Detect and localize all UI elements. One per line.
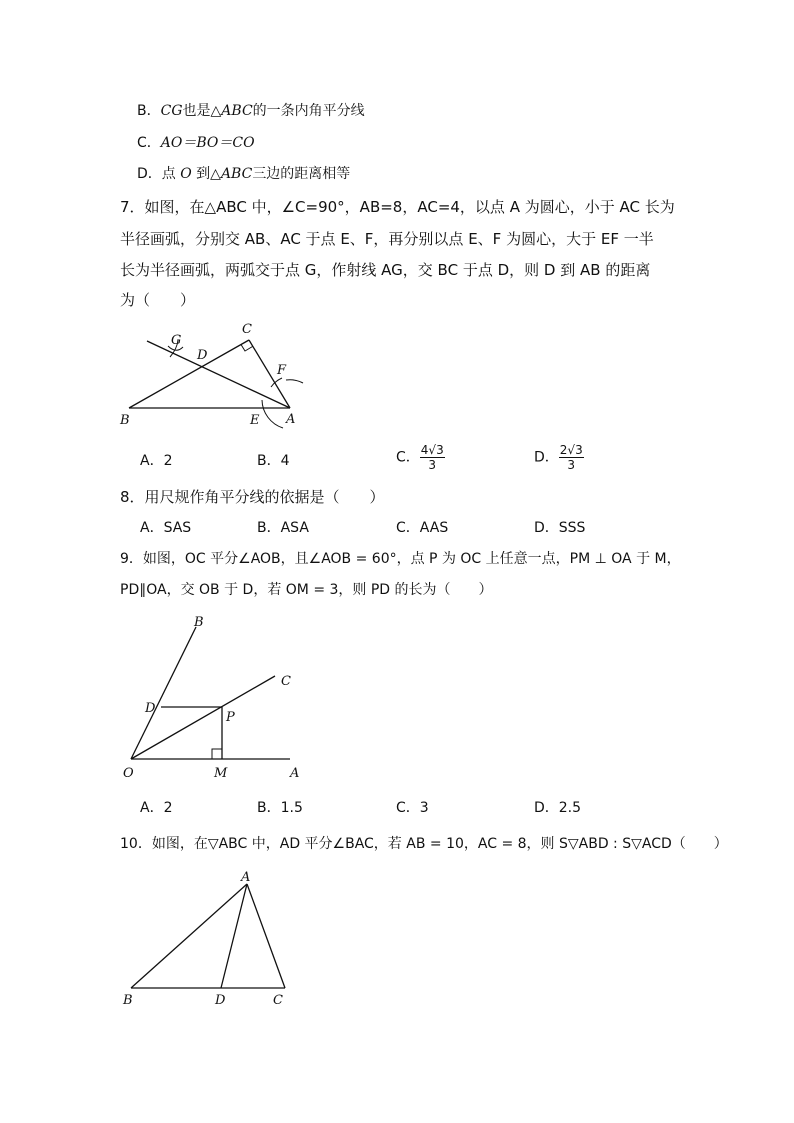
option-text: 也是 bbox=[182, 103, 211, 119]
option-letter: C． bbox=[396, 449, 420, 466]
label-c: C bbox=[281, 674, 291, 689]
q10-stem: 10．如图，在▽ABC 中，AD 平分∠BAC，若 AB = 10，AC = 8，则 S▽ABD : S▽ACD（ ） bbox=[120, 836, 728, 852]
option-letter: C． bbox=[137, 135, 161, 151]
label-d: D bbox=[145, 701, 156, 716]
q8-option-b: B．ASA bbox=[257, 520, 309, 536]
label-o: O bbox=[123, 766, 134, 781]
option-letter: D． bbox=[534, 449, 559, 466]
fraction-denominator: 3 bbox=[428, 458, 437, 472]
q9-option-c: C．3 bbox=[396, 800, 429, 816]
q9-stem-line-2: PD∥OA，交 OB 于 D，若 OM = 3，则 PD 的长为（ ） bbox=[120, 582, 493, 598]
label-c: C bbox=[273, 993, 283, 1008]
q7-stem-line-4: 为（ ） bbox=[120, 291, 196, 309]
segment-ad bbox=[221, 884, 247, 988]
option-text: 到 bbox=[191, 166, 211, 182]
label-m: M bbox=[214, 766, 228, 781]
q9-stem-line-1: 9．如图，OC 平分∠AOB，且∠AOB = 60°，点 P 为 OC 上任意一点，PM ⊥ OA 于 M， bbox=[120, 551, 681, 567]
q8-stem: 8．用尺规作角平分线的依据是（ ） bbox=[120, 488, 385, 506]
label-c: C bbox=[242, 322, 252, 337]
q8-option-d: D．SSS bbox=[534, 520, 586, 536]
label-e: E bbox=[250, 413, 260, 428]
option-triangle: △ABC bbox=[210, 166, 253, 182]
label-a: A bbox=[290, 766, 300, 781]
q8-option-c: C．AAS bbox=[396, 520, 449, 536]
option-expression: AO＝BO＝CO bbox=[160, 135, 255, 151]
option-triangle: △ABC bbox=[210, 103, 253, 119]
label-b: B bbox=[123, 993, 133, 1008]
option-variable: O bbox=[180, 166, 192, 182]
label-d: D bbox=[215, 993, 226, 1008]
label-b: B bbox=[120, 413, 130, 428]
label-f: F bbox=[277, 363, 287, 378]
q7-stem-line-1: 7．如图，在△ABC 中，∠C=90°，AB=8，AC=4，以点 A 为圆心，小于 AC 长为 bbox=[120, 198, 675, 216]
segment-ac bbox=[247, 884, 285, 988]
q7-stem-line-3: 长为半径画弧，两弧交于点 G，作射线 AG，交 BC 于点 D，则 D 到 AB 的距离 bbox=[120, 261, 651, 279]
fraction-numerator: 4√3 bbox=[420, 443, 444, 457]
q9-option-b: B．1.5 bbox=[257, 800, 303, 816]
option-text: 点 bbox=[161, 166, 181, 182]
label-a: A bbox=[286, 412, 296, 427]
q9-option-d: D．2.5 bbox=[534, 800, 582, 816]
label-d: D bbox=[197, 348, 208, 363]
option-letter: D． bbox=[137, 166, 162, 182]
option-variable: CG bbox=[160, 103, 183, 119]
q7-stem-line-2: 半径画弧，分别交 AB、AC 于点 E、F，再分别以点 E、F 为圆心，大于 EF 一半 bbox=[120, 230, 654, 248]
segment-ba bbox=[131, 884, 247, 988]
q7-option-b: B．4 bbox=[257, 453, 290, 469]
label-p: P bbox=[226, 710, 235, 725]
option-text: 三边的距离相等 bbox=[252, 166, 351, 182]
option-letter: B． bbox=[137, 103, 161, 119]
q8-option-a: A．SAS bbox=[140, 520, 192, 536]
q7-option-a: A．2 bbox=[140, 453, 173, 469]
option-text: 的一条内角平分线 bbox=[252, 103, 365, 119]
label-a: A bbox=[241, 870, 251, 885]
fraction-numerator: 2√3 bbox=[559, 443, 583, 457]
label-g: G bbox=[171, 333, 182, 348]
fraction-denominator: 3 bbox=[567, 458, 576, 472]
q9-option-a: A．2 bbox=[140, 800, 173, 816]
label-b: B bbox=[194, 615, 204, 630]
